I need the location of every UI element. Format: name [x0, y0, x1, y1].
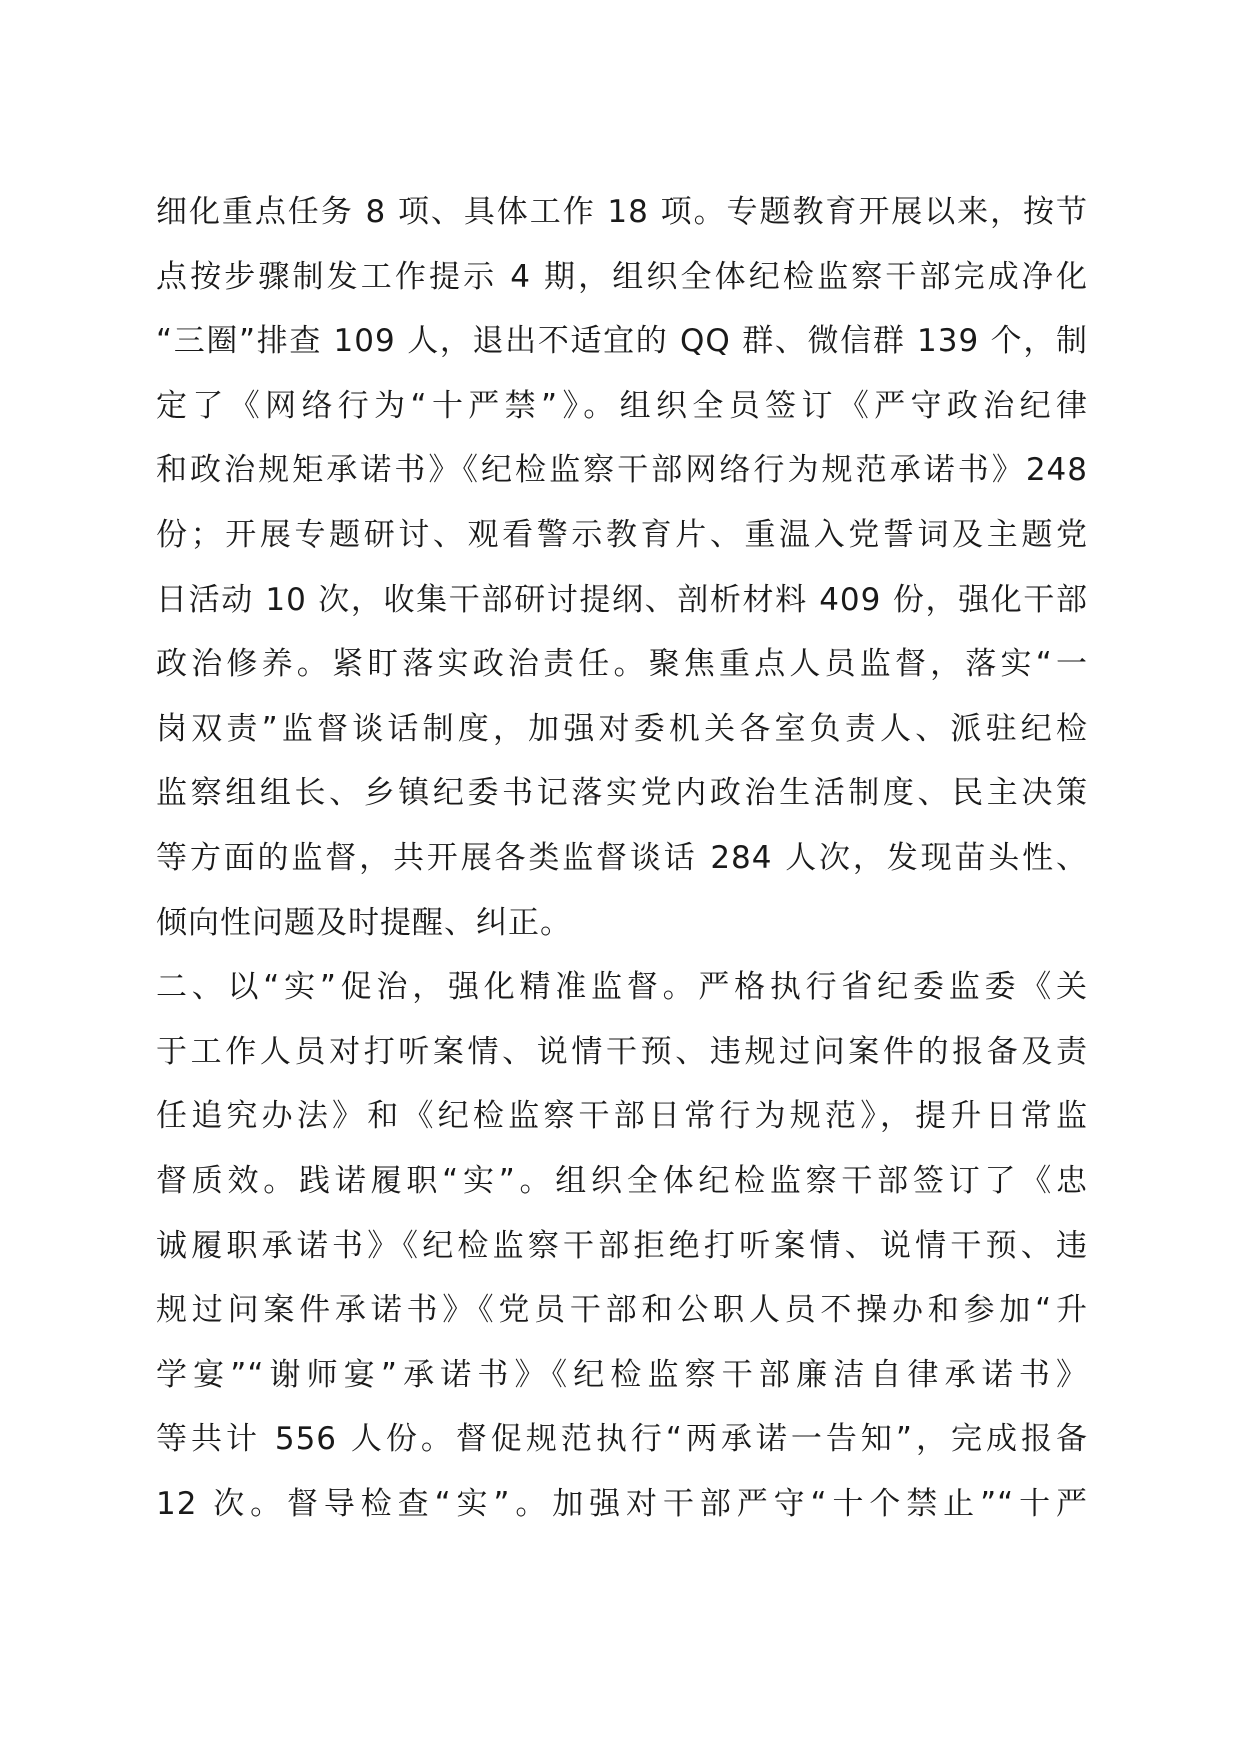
text-line-6: 份；开展专题研讨、观看警示教育片、重温入党誓词及主题党 [156, 516, 1088, 553]
text-line-3: “三圈”排查 109 人，退出不适宜的 QQ 群、微信群 139 个，制 [156, 323, 1088, 360]
text-line-15: 任追究办法》和《纪检监察干部日常行为规范》，提升日常监 [156, 1098, 1088, 1135]
text-line-19: 学宴”“谢师宴”承诺书》《纪检监察干部廉洁自律承诺书》 [156, 1356, 1088, 1393]
text-line-7: 日活动 10 次，收集干部研讨提纲、剖析材料 409 份，强化干部 [156, 581, 1088, 618]
text-line-16: 督质效。践诺履职“实”。组织全体纪检监察干部签订了《忠 [156, 1162, 1088, 1199]
document-body [156, 180, 1088, 1536]
text-line-14: 于工作人员对打听案情、说情干预、违规过问案件的报备及责 [156, 1033, 1088, 1070]
text-line-9: 岗双责”监督谈话制度，加强对委机关各室负责人、派驻纪检 [156, 710, 1088, 747]
text-line-17: 诚履职承诺书》《纪检监察干部拒绝打听案情、说情干预、违 [156, 1227, 1088, 1264]
text-line-1: 细化重点任务 8 项、具体工作 18 项。专题教育开展以来，按节 [156, 194, 1088, 230]
text-line-12: 倾向性问题及时提醒、纠正。 [156, 904, 572, 941]
text-line-11: 等方面的监督，共开展各类监督谈话 284 人次，发现苗头性、 [156, 839, 1088, 876]
text-line-13: 二、以“实”促治，强化精准监督。严格执行省纪委监委《关 [156, 969, 1088, 1006]
text-line-4: 定了《网络行为“十严禁”》。组织全员签订《严守政治纪律 [156, 387, 1088, 424]
text-line-21: 12 次。督导检查“实”。加强对干部严守“十个禁止”“十严 [156, 1485, 1088, 1522]
text-line-8: 政治修养。紧盯落实政治责任。聚焦重点人员监督，落实“一 [156, 646, 1088, 683]
text-line-5: 和政治规矩承诺书》《纪检监察干部网络行为规范承诺书》248 [156, 452, 1088, 489]
text-line-20: 等共计 556 人份。督促规范执行“两承诺一告知”，完成报备 [156, 1421, 1088, 1458]
text-line-10: 监察组组长、乡镇纪委书记落实党内政治生活制度、民主决策 [156, 775, 1088, 812]
text-line-2: 点按步骤制发工作提示 4 期，组织全体纪检监察干部完成净化 [156, 258, 1088, 295]
text-line-18: 规过问案件承诺书》《党员干部和公职人员不操办和参加“升 [156, 1292, 1088, 1329]
